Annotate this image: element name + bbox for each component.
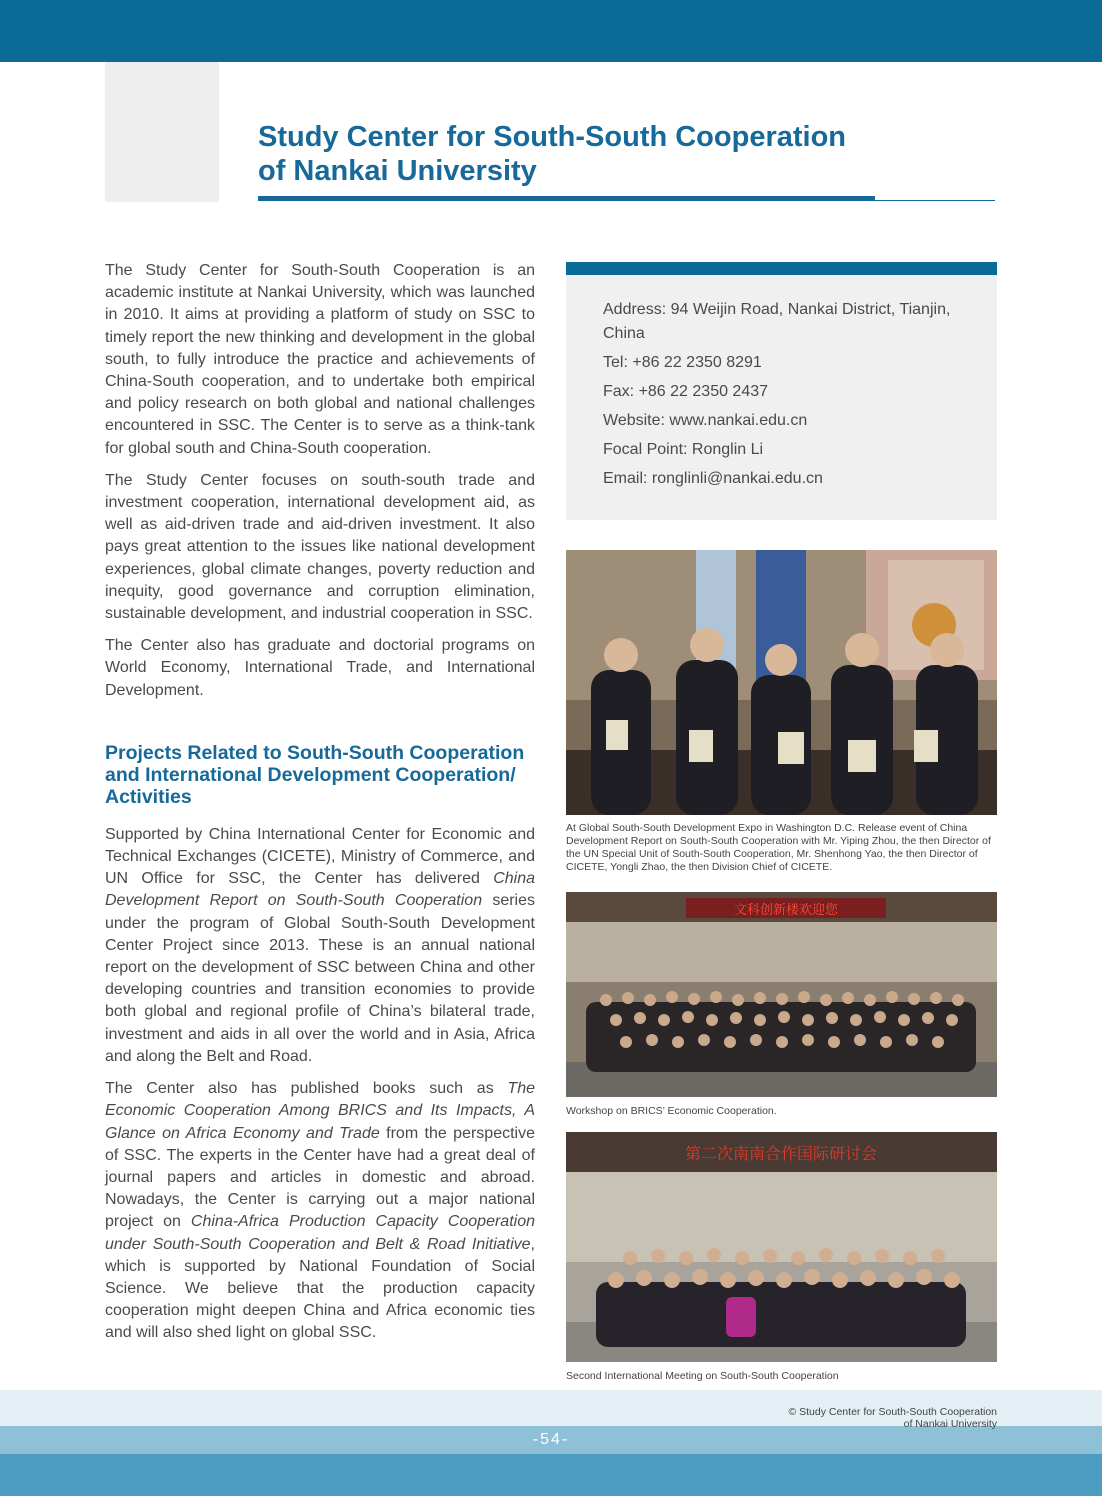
footer-dark-band xyxy=(0,1454,1102,1496)
project-title: China-Africa Production Capacity Cooperation under South-South Cooperation and Belt & Road Initiative xyxy=(105,1213,536,1253)
projects-paragraph xyxy=(105,824,535,1068)
projects-text-a: Supported by China International Center for Economic and Technical Exchanges (CICETE), Ministry of Commerce, and UN Office for SSC, the Center has delivered xyxy=(105,825,535,888)
contact-lines xyxy=(603,298,973,496)
photo-second-meeting xyxy=(566,1132,997,1362)
title-line-2: of Nankai University xyxy=(258,155,537,187)
projects-heading: Projects Related to South-South Cooperation and International Development Cooperation/ Activities xyxy=(105,741,525,808)
page-number: -54- xyxy=(532,1431,570,1448)
contact-box-header-bar xyxy=(566,262,997,275)
top-color-bar xyxy=(0,0,1102,62)
book-titles: The Economic Cooperation Among BRICS and Its Impacts, A Glance on Africa Economy and Trade xyxy=(105,1080,535,1142)
publications-text-e: , which is supported by National Foundation of Social Science. We believe that the production capacity cooperation might deepen China and Africa economic ties and will also shed light on global SSC. xyxy=(105,1235,535,1342)
copyright-line-2: of Nankai University xyxy=(903,1418,997,1430)
contact-email: Email: ronglinli@nankai.edu.cn xyxy=(603,470,823,487)
caption-release-event: At Global South-South Development Expo in Washington D.C. Release event of China Development Report on South-South Cooperation with Mr. Yiping Zhou, the then Director of the UN Special Unit of South-South Cooperation, Mr. Shenhong Yao, the then Director of CICETE, Yongli Zhao, the then Division Chief of CICETE. xyxy=(566,822,991,873)
publications-text-a: The Center also has published books such as xyxy=(105,1080,508,1098)
caption-second-meeting: Second International Meeting on South-South Cooperation xyxy=(566,1370,839,1382)
contact-tel: Tel: +86 22 2350 8291 xyxy=(603,354,762,371)
title-underline xyxy=(258,196,875,201)
contact-info-box xyxy=(566,262,997,520)
contact-address: Address: 94 Weijin Road, Nankai District, Tianjin, China xyxy=(603,301,951,342)
report-title: China Development Report on South-South Cooperation xyxy=(105,870,535,910)
projects-text-c: series under the program of Global South-South Development Center Project since 2013. These is an annual national report on the development of SSC between China and other developing countries and transition economies to provide both global and regional profile of China’s bilateral trade, investment and aids in all over the world and in Asia, Africa and along the Belt and Road. xyxy=(105,892,536,1065)
banner-welcome-text: 文科创新楼欢迎您 xyxy=(733,903,839,918)
copyright-notice xyxy=(788,1406,997,1430)
publications-paragraph xyxy=(105,1078,535,1344)
page-title xyxy=(258,120,978,188)
intro-paragraph: The Study Center for South-South Cooperation is an academic institute at Nankai University, which was launched in 2010. It aims at providing a platform of study on SSC to timely report the new thinking and development in the global south, to fully introduce the practice and achievements of China-South cooperation, and to undertake both empirical and policy research on both global and national challenges encountered in SSC. The Center is to serve as a think-tank for global south and China-South cooperation. xyxy=(105,262,535,457)
focus-paragraph: The Study Center focuses on south-south trade and investment cooperation, international development aid, as well as aid-driven trade and aid-driven investment. It also pays great attention to the issues like national development experiences, global climate changes, poverty reduction and inequity, good governance and corruption elimination, sustainable development, and industrial cooperation in SSC. xyxy=(105,471,535,623)
copyright-line-1: © Study Center for South-South Cooperation xyxy=(788,1406,997,1418)
decorative-gray-block xyxy=(105,62,219,202)
banner-meeting-text: 第二次南南合作国际研讨会 xyxy=(684,1144,878,1163)
title-line-1: Study Center for South-South Cooperation xyxy=(258,121,847,153)
title-underline-extension xyxy=(875,200,995,201)
contact-website: Website: www.nankai.edu.cn xyxy=(603,412,808,429)
caption-brics-workshop: Workshop on BRICS’ Economic Cooperation. xyxy=(566,1105,777,1117)
photo-release-event xyxy=(566,550,997,815)
main-text-column xyxy=(105,260,535,1355)
publications-text-c: from the perspective of SSC. The experts in the Center have had a great deal of journal papers and articles in domestic and abroad. Nowadays, the Center is carrying out a major national project on xyxy=(105,1124,535,1231)
contact-fax: Fax: +86 22 2350 2437 xyxy=(603,383,769,400)
contact-focal-point: Focal Point: Ronglin Li xyxy=(603,441,764,458)
photo-brics-workshop xyxy=(566,892,997,1097)
programs-paragraph: The Center also has graduate and doctorial programs on World Economy, International Trade, and International Development. xyxy=(105,637,535,699)
